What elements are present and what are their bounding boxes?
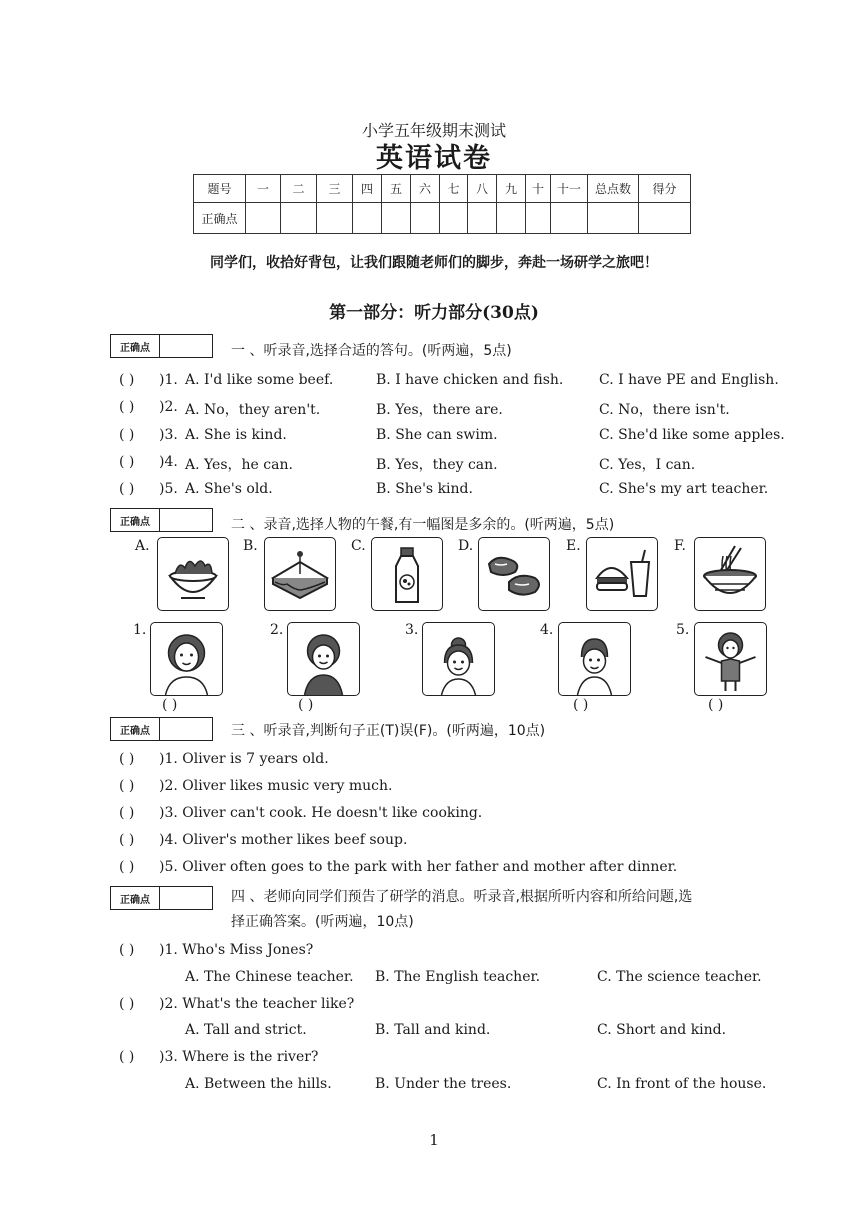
option-b: B. The English teacher.	[375, 969, 541, 985]
steak-icon	[479, 538, 549, 610]
score-table-cell: 五	[382, 175, 411, 203]
milk-bottle-icon	[372, 538, 442, 610]
option-a: A. The Chinese teacher.	[185, 969, 354, 985]
option-b: B. Under the trees.	[375, 1076, 512, 1092]
score-table-cell: 题号	[194, 175, 246, 203]
girl-ponytail-icon	[423, 623, 494, 695]
option-b: B. I have chicken and fish.	[376, 372, 564, 388]
boy-picture[interactable]	[558, 622, 631, 696]
answer-paren[interactable]: ( )	[119, 778, 135, 794]
section-1-heading: 一 、听录音,选择合适的答句。(听两遍，5点)	[231, 343, 512, 359]
salad-bowl-picture[interactable]	[157, 537, 229, 611]
score-table-cell: 得分	[639, 175, 691, 203]
salad-bowl-icon	[158, 538, 228, 610]
person-answer-paren[interactable]: ( )	[298, 697, 314, 713]
burger-icon	[587, 538, 657, 610]
option-a: A. No，they aren't.	[185, 402, 321, 418]
score-cell[interactable]	[440, 203, 468, 234]
score-box-input[interactable]	[160, 887, 212, 909]
tf-statement: )1. Oliver is 7 years old.	[159, 751, 329, 767]
boy-portrait-icon	[559, 623, 630, 695]
score-cell[interactable]	[551, 203, 588, 234]
steak-picture[interactable]	[478, 537, 550, 611]
score-box-label: 正确点	[111, 887, 160, 909]
option-c: C. The science teacher.	[597, 969, 762, 985]
question-text: )2. What's the teacher like?	[159, 996, 355, 1012]
score-cell[interactable]	[526, 203, 551, 234]
question-number: )2.	[159, 399, 178, 415]
tf-statement: )3. Oliver can't cook. He doesn't like cooking.	[159, 805, 483, 821]
option-a: A. Between the hills.	[185, 1076, 332, 1092]
question-text: )3. Where is the river?	[159, 1049, 319, 1065]
food-letter: F.	[674, 538, 686, 554]
tf-statement: )2. Oliver likes music very much.	[159, 778, 393, 794]
tf-statement: )5. Oliver often goes to the park with her father and mother after dinner.	[159, 859, 678, 875]
score-box-label: 正确点	[111, 335, 160, 357]
score-table-score-row	[194, 203, 691, 234]
option-c: C. No，there isn't.	[599, 402, 730, 418]
option-c: C. She's my art teacher.	[599, 481, 769, 497]
option-b: B. She can swim.	[376, 427, 498, 443]
answer-paren[interactable]: ( )	[119, 1049, 135, 1065]
score-table-cell: 十	[526, 175, 551, 203]
food-letter: C.	[351, 538, 366, 554]
girl-arms-open-icon	[695, 623, 766, 695]
option-a: A. She is kind.	[185, 427, 287, 443]
option-c: C. Yes，I can.	[599, 457, 696, 473]
score-box-label: 正确点	[111, 718, 160, 740]
option-a: A. Yes，he can.	[185, 457, 293, 473]
option-a: A. Tall and strict.	[185, 1022, 307, 1038]
answer-paren[interactable]: ( )	[119, 399, 135, 415]
tf-statement: )4. Oliver's mother likes beef soup.	[159, 832, 408, 848]
option-b: B. She's kind.	[376, 481, 473, 497]
slogan: 同学们，收拾好背包，让我们跟随老师们的脚步，奔赴一场研学之旅吧！	[210, 255, 658, 271]
section-score-box	[110, 334, 213, 358]
score-cell[interactable]	[353, 203, 382, 234]
page-number: 1	[429, 1131, 439, 1149]
option-b: B. Yes，they can.	[376, 457, 498, 473]
section-3-heading: 三 、听录音,判断句子正(T)误(F)。(听两遍，10点)	[231, 723, 546, 739]
milk-bottle-picture[interactable]	[371, 537, 443, 611]
person-number: 4.	[540, 622, 554, 638]
food-letter: D.	[458, 538, 474, 554]
score-table-header-row	[194, 175, 691, 203]
section-score-box	[110, 886, 213, 910]
answer-paren[interactable]: ( )	[119, 996, 135, 1012]
food-letter: E.	[566, 538, 581, 554]
answer-paren[interactable]: ( )	[119, 859, 135, 875]
answer-paren[interactable]: ( )	[119, 372, 135, 388]
answer-paren[interactable]: ( )	[119, 481, 135, 497]
question-number: )3.	[159, 427, 178, 443]
option-c: C. She'd like some apples.	[599, 427, 785, 443]
score-table-cell: 八	[468, 175, 497, 203]
score-cell[interactable]	[468, 203, 497, 234]
score-cell[interactable]	[497, 203, 526, 234]
question-number: )4.	[159, 454, 178, 470]
noodle-bowl-icon	[695, 538, 765, 610]
person-number: 5.	[676, 622, 690, 638]
person-answer-paren[interactable]: ( )	[708, 697, 724, 713]
score-cell[interactable]	[281, 203, 317, 234]
section-2-heading: 二 、录音,选择人物的午餐,有一幅图是多余的。(听两遍，5点)	[231, 517, 615, 533]
score-cell[interactable]	[588, 203, 639, 234]
score-table-cell: 总点数	[588, 175, 639, 203]
score-table-cell: 四	[353, 175, 382, 203]
option-c: C. Short and kind.	[597, 1022, 727, 1038]
exam-subtitle: 小学五年级期末测试	[361, 121, 506, 140]
sandwich-picture[interactable]	[264, 537, 336, 611]
score-table-cell: 二	[281, 175, 317, 203]
score-box-input[interactable]	[160, 718, 212, 740]
noodle-bowl-picture[interactable]	[694, 537, 766, 611]
option-c: C. In front of the house.	[597, 1076, 767, 1092]
option-b: B. Tall and kind.	[375, 1022, 491, 1038]
woman-teacher-picture[interactable]	[150, 622, 223, 696]
score-box-label: 正确点	[111, 509, 160, 531]
person-number: 1.	[133, 622, 147, 638]
score-box-input[interactable]	[160, 335, 212, 357]
section-4-heading-line-2: 择正确答案。(听两遍，10点)	[231, 914, 414, 930]
question-text: )1. Who's Miss Jones?	[159, 942, 314, 958]
question-number: )5.	[159, 481, 178, 497]
answer-paren[interactable]: ( )	[119, 805, 135, 821]
person-answer-paren[interactable]: ( )	[162, 697, 178, 713]
answer-paren[interactable]: ( )	[119, 427, 135, 443]
score-table-cell: 七	[440, 175, 468, 203]
section-score-box	[110, 508, 213, 532]
person-answer-paren[interactable]: ( )	[573, 697, 589, 713]
score-cell[interactable]	[411, 203, 440, 234]
score-cell[interactable]	[639, 203, 691, 234]
answer-paren[interactable]: ( )	[119, 942, 135, 958]
score-table-cell: 九	[497, 175, 526, 203]
section-score-box	[110, 717, 213, 741]
answer-paren[interactable]: ( )	[119, 832, 135, 848]
score-table-cell: 十一	[551, 175, 588, 203]
score-table-cell: 三	[317, 175, 353, 203]
girl-portrait-icon	[288, 623, 359, 695]
option-c: C. I have PE and English.	[599, 372, 779, 388]
option-a: A. I'd like some beef.	[185, 372, 334, 388]
exam-title: 英语试卷	[376, 143, 492, 174]
score-table-cell: 正确点	[194, 203, 246, 234]
girl-arms-open-picture[interactable]	[694, 622, 767, 696]
score-table	[193, 174, 691, 234]
score-cell[interactable]	[317, 203, 353, 234]
score-table-cell: 六	[411, 175, 440, 203]
score-cell[interactable]	[246, 203, 281, 234]
section-4-heading-line-1: 四 、老师向同学们预告了研学的消息。听录音,根据所听内容和所给问题,选	[231, 889, 693, 905]
answer-paren[interactable]: ( )	[119, 454, 135, 470]
burger-and-drink-picture[interactable]	[586, 537, 658, 611]
option-a: A. She's old.	[185, 481, 273, 497]
question-number: )1.	[159, 372, 178, 388]
score-cell[interactable]	[382, 203, 411, 234]
answer-paren[interactable]: ( )	[119, 751, 135, 767]
person-number: 2.	[270, 622, 284, 638]
woman-portrait-icon	[151, 623, 222, 695]
food-letter: A.	[135, 538, 150, 554]
girl-ponytail-picture[interactable]	[422, 622, 495, 696]
option-b: B. Yes，there are.	[376, 402, 503, 418]
score-table-cell: 一	[246, 175, 281, 203]
girl-curly-hair-picture[interactable]	[287, 622, 360, 696]
part-title: 第一部分：听力部分(30点)	[329, 303, 539, 323]
food-letter: B.	[243, 538, 258, 554]
person-number: 3.	[405, 622, 419, 638]
sandwich-icon	[265, 538, 335, 610]
score-box-input[interactable]	[160, 509, 212, 531]
